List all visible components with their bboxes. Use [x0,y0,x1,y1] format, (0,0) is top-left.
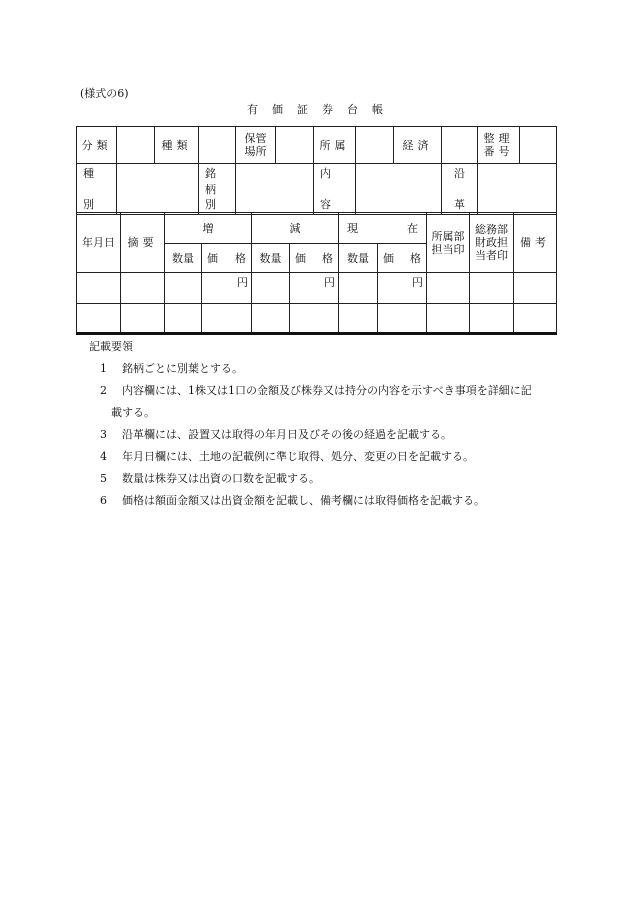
current-qty-cell[interactable] [339,273,378,304]
instruction-item [89,380,559,402]
department-label: 所属 [314,127,356,164]
general-seal-cell[interactable] [470,304,514,334]
kind-value[interactable] [199,127,236,164]
summary-cell[interactable] [121,304,165,334]
decrease-price-right: 格 [322,251,333,265]
current-header-left: 現 [347,221,358,235]
instruction-text: 銘柄ごとに別葉とする。 [122,362,243,375]
general-seal-cell[interactable] [470,273,514,304]
decrease-qty-cell[interactable] [252,304,290,334]
remarks-header: 備考 [514,213,557,273]
reference-number-line1: 整理 [483,132,514,145]
instructions-heading: 記載要領 [89,340,133,353]
increase-price-cell[interactable] [202,304,252,334]
decrease-qty-header: 数量 [252,244,290,273]
decrease-price-cell[interactable] [290,273,339,304]
instruction-item [89,358,559,380]
department-value[interactable] [356,127,394,164]
yen-unit: 円 [412,276,423,289]
current-price-left: 価 [383,251,394,265]
current-price-header [378,244,427,273]
instruction-number: 3 [100,428,107,441]
instruction-item [89,490,559,512]
current-price-right: 格 [410,251,421,265]
type-label-bottom: 別 [83,198,94,211]
type-label-top: 種 [83,167,94,180]
instruction-number: 4 [100,450,107,463]
type-value[interactable] [117,164,199,215]
table-row [77,273,557,304]
brand-label [199,164,236,215]
current-header-right: 在 [407,221,418,235]
general-affairs-seal-header [470,213,514,273]
current-price-cell[interactable] [378,304,427,334]
decrease-header: 減 [252,213,339,244]
increase-price-left: 価 [207,251,218,265]
reference-number-label [478,127,520,164]
dept-seal-line1: 所属部 [431,229,465,243]
date-cell[interactable] [77,304,121,334]
increase-price-right: 格 [235,251,246,265]
type-label [77,164,117,215]
instruction-text: 年月日欄には、土地の記載例に準じ取得、処分、変更の日を記載する。 [122,450,474,463]
instruction-item [89,446,559,468]
economy-label: 経済 [394,127,442,164]
dept-seal-line2: 担当印 [431,242,465,256]
current-qty-header: 数量 [339,244,378,273]
instruction-text: 沿革欄には、設置又は取得の年月日及びその後の経過を記載する。 [122,428,452,441]
form-title: 有価証券台帳 [247,103,397,116]
instruction-item [89,468,559,490]
instruction-text: 価格は額面金額又は出資金額を記載し、備考欄には取得価格を記載する。 [122,494,485,507]
content-value[interactable] [356,164,442,215]
classification-label: 分類 [77,127,117,164]
ledger-header-table [76,126,557,215]
summary-header: 摘要 [121,213,165,273]
brand-label-1: 銘 [205,167,216,180]
instruction-continuation: 載する。 [111,406,155,419]
summary-cell[interactable] [121,273,165,304]
increase-qty-cell[interactable] [165,273,202,304]
remarks-cell[interactable] [514,273,557,304]
storage-value[interactable] [276,127,314,164]
yen-unit: 円 [237,276,248,289]
current-header [339,213,427,244]
instruction-text: 内容欄には、1株又は1口の金額及び株券又は持分の内容を示すべき事項を詳細に記 [122,384,532,397]
history-label [442,164,478,215]
economy-value[interactable] [442,127,478,164]
increase-price-header [202,244,252,273]
history-label-bottom: 革 [454,198,465,211]
reference-number-value[interactable] [520,127,557,164]
dept-seal-cell[interactable] [427,273,470,304]
increase-header: 増 [165,213,252,244]
date-header: 年月日 [77,213,121,273]
current-qty-cell[interactable] [339,304,378,334]
storage-label-line1: 保管 [244,132,267,145]
brand-label-2: 柄 [205,182,216,196]
current-price-cell[interactable] [378,273,427,304]
decrease-price-cell[interactable] [290,304,339,334]
content-label [314,164,356,215]
brand-label-3: 別 [205,198,216,211]
increase-qty-cell[interactable] [165,304,202,334]
dept-seal-header [427,213,470,273]
history-label-top: 沿 [454,167,465,180]
content-label-bottom: 容 [320,198,331,211]
instruction-number: 5 [100,472,107,485]
instruction-number: 1 [100,362,107,375]
general-seal-line1: 総務部 [475,223,508,236]
transaction-history-table [76,212,557,335]
form-label: (様式の6) [80,87,129,100]
decrease-price-left: 価 [295,251,306,265]
kind-label: 種類 [155,127,199,164]
decrease-price-header [290,244,339,273]
dept-seal-cell[interactable] [427,304,470,334]
brand-value[interactable] [236,164,314,215]
increase-price-cell[interactable] [202,273,252,304]
reference-number-line2: 番号 [483,145,514,158]
history-value[interactable] [478,164,557,215]
yen-unit: 円 [324,276,335,289]
storage-label [236,127,276,164]
table-row [77,304,557,334]
instruction-number: 6 [100,494,107,507]
classification-value[interactable] [117,127,155,164]
storage-label-line2: 場所 [244,145,267,158]
general-seal-line3: 当者印 [475,249,508,262]
remarks-cell[interactable] [514,304,557,334]
increase-qty-header: 数量 [165,244,202,273]
content-label-top: 内 [320,167,331,180]
instruction-text: 数量は株券又は出資の口数を記載する。 [122,472,320,485]
instruction-number: 2 [100,384,107,397]
instructions-section [89,336,559,512]
general-seal-line2: 財政担 [475,236,508,249]
instruction-item [89,424,559,446]
decrease-qty-cell[interactable] [252,273,290,304]
date-cell[interactable] [77,273,121,304]
